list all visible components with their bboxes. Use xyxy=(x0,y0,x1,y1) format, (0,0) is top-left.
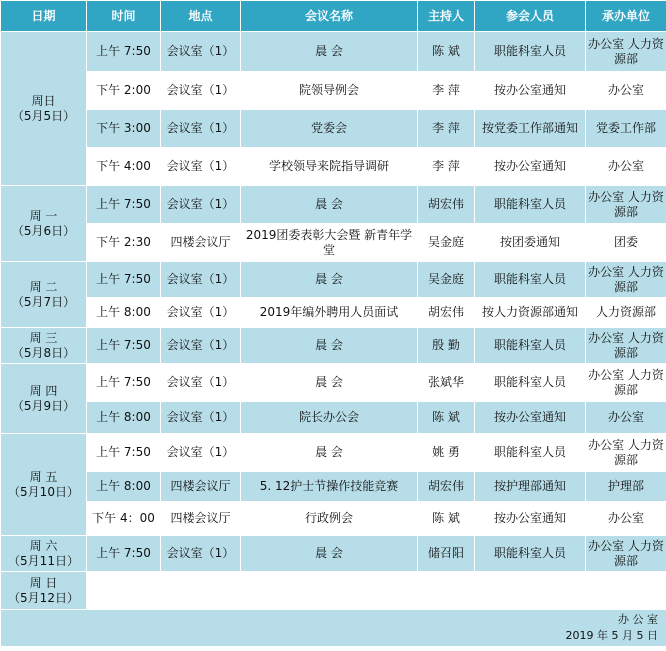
day-label: 周 六 xyxy=(29,538,58,553)
meeting-time: 上午 7:50 xyxy=(87,364,161,402)
meeting-place: 会议室（1） xyxy=(161,72,241,110)
meeting-host: 殷 勤 xyxy=(418,328,475,364)
meeting-place: 四楼会议厅 xyxy=(161,472,241,502)
meeting-place: 会议室（1） xyxy=(161,536,241,572)
day-label: 周 一 xyxy=(29,208,58,223)
day-label: 周 日 xyxy=(29,575,58,590)
meeting-time: 上午 7:50 xyxy=(87,328,161,364)
day-date: （5月10日） xyxy=(8,484,79,499)
meeting-attendees: 职能科室人员 xyxy=(475,364,586,402)
table-row xyxy=(1,186,666,224)
day-cell xyxy=(1,32,87,186)
meeting-organizer: 办公室 人力资源部 xyxy=(586,364,666,402)
meeting-attendees: 按办公室通知 xyxy=(475,502,586,536)
day-date: （5月9日） xyxy=(11,398,76,413)
meeting-name: 晨 会 xyxy=(241,434,418,472)
meeting-organizer xyxy=(586,572,666,610)
table-row xyxy=(1,72,666,110)
meeting-host: 胡宏伟 xyxy=(418,186,475,224)
meeting-place xyxy=(161,572,241,610)
table-row xyxy=(1,572,666,610)
meeting-attendees: 按护理部通知 xyxy=(475,472,586,502)
day-label: 周 五 xyxy=(29,469,58,484)
header-meeting-name: 会议名称 xyxy=(241,1,418,32)
meeting-place: 会议室（1） xyxy=(161,32,241,72)
meeting-attendees xyxy=(475,572,586,610)
header-organizer: 承办单位 xyxy=(586,1,666,32)
meeting-place: 会议室（1） xyxy=(161,364,241,402)
meeting-time: 上午 7:50 xyxy=(87,536,161,572)
meeting-attendees: 按办公室通知 xyxy=(475,148,586,186)
footer-office: 办 公 室 xyxy=(618,613,658,626)
header-host: 主持人 xyxy=(418,1,475,32)
table-row xyxy=(1,32,666,72)
table-row xyxy=(1,328,666,364)
meeting-organizer: 人力资源部 xyxy=(586,298,666,328)
table-row xyxy=(1,224,666,262)
meeting-time: 下午 4：00 xyxy=(87,502,161,536)
meeting-organizer: 护理部 xyxy=(586,472,666,502)
meeting-host: 陈 斌 xyxy=(418,502,475,536)
meeting-attendees: 职能科室人员 xyxy=(475,262,586,298)
meeting-organizer: 办公室 人力资源部 xyxy=(586,328,666,364)
meeting-host: 胡宏伟 xyxy=(418,298,475,328)
day-date: （5月6日） xyxy=(11,223,76,238)
meeting-name: 晨 会 xyxy=(241,364,418,402)
day-label: 周 三 xyxy=(29,330,58,345)
meeting-name: 2019团委表彰大会暨 新青年学堂 xyxy=(241,224,418,262)
day-cell xyxy=(1,262,87,328)
meeting-time: 上午 7:50 xyxy=(87,262,161,298)
meeting-host: 张斌华 xyxy=(418,364,475,402)
meeting-time xyxy=(87,572,161,610)
meeting-host: 姚 勇 xyxy=(418,434,475,472)
meeting-organizer: 办公室 xyxy=(586,72,666,110)
table-row xyxy=(1,262,666,298)
meeting-attendees: 职能科室人员 xyxy=(475,186,586,224)
meeting-attendees: 按团委通知 xyxy=(475,224,586,262)
meeting-place: 会议室（1） xyxy=(161,402,241,434)
meeting-attendees: 职能科室人员 xyxy=(475,328,586,364)
meeting-place: 会议室（1） xyxy=(161,110,241,148)
meeting-time: 上午 8:00 xyxy=(87,472,161,502)
meeting-time: 上午 8:00 xyxy=(87,402,161,434)
meeting-host: 吴金庭 xyxy=(418,224,475,262)
day-cell xyxy=(1,434,87,536)
meeting-time: 上午 7:50 xyxy=(87,434,161,472)
table-row xyxy=(1,434,666,472)
meeting-name: 晨 会 xyxy=(241,262,418,298)
meeting-organizer: 办公室 人力资源部 xyxy=(586,262,666,298)
meeting-name: 晨 会 xyxy=(241,186,418,224)
meeting-attendees: 职能科室人员 xyxy=(475,536,586,572)
table-row xyxy=(1,472,666,502)
meeting-organizer: 办公室 人力资源部 xyxy=(586,32,666,72)
meeting-host: 吴金庭 xyxy=(418,262,475,298)
footer-date: 2019 年 5 月 5 日 xyxy=(565,629,658,642)
meeting-time: 上午 7:50 xyxy=(87,186,161,224)
meeting-attendees: 按办公室通知 xyxy=(475,72,586,110)
header-place: 地点 xyxy=(161,1,241,32)
meeting-name xyxy=(241,572,418,610)
meeting-time: 下午 3:00 xyxy=(87,110,161,148)
table-row xyxy=(1,502,666,536)
meeting-name: 行政例会 xyxy=(241,502,418,536)
day-cell xyxy=(1,328,87,364)
day-date: （5月5日） xyxy=(11,108,76,123)
day-date: （5月12日） xyxy=(8,590,79,605)
header-date: 日期 xyxy=(1,1,87,32)
meeting-place: 会议室（1） xyxy=(161,262,241,298)
table-row xyxy=(1,536,666,572)
meeting-place: 会议室（1） xyxy=(161,328,241,364)
footer-row xyxy=(1,610,666,647)
day-date: （5月7日） xyxy=(11,294,76,309)
meeting-attendees: 按人力资源部通知 xyxy=(475,298,586,328)
meeting-organizer: 办公室 人力资源部 xyxy=(586,434,666,472)
meeting-place: 会议室（1） xyxy=(161,148,241,186)
meeting-time: 下午 2:00 xyxy=(87,72,161,110)
meeting-host: 胡宏伟 xyxy=(418,472,475,502)
meeting-name: 院领导例会 xyxy=(241,72,418,110)
header-attendees: 参会人员 xyxy=(475,1,586,32)
meeting-time: 上午 8:00 xyxy=(87,298,161,328)
meeting-place: 四楼会议厅 xyxy=(161,224,241,262)
meeting-organizer: 办公室 人力资源部 xyxy=(586,536,666,572)
day-cell xyxy=(1,364,87,434)
meeting-attendees: 职能科室人员 xyxy=(475,434,586,472)
meeting-organizer: 办公室 xyxy=(586,148,666,186)
meeting-place: 会议室（1） xyxy=(161,186,241,224)
meeting-name: 2019年编外聘用人员面试 xyxy=(241,298,418,328)
table-row xyxy=(1,110,666,148)
meeting-organizer: 团委 xyxy=(586,224,666,262)
meeting-host: 李 萍 xyxy=(418,110,475,148)
day-label: 周日 xyxy=(31,93,56,108)
meeting-host xyxy=(418,572,475,610)
meeting-organizer: 办公室 xyxy=(586,502,666,536)
meeting-time: 下午 4:00 xyxy=(87,148,161,186)
meeting-place: 会议室（1） xyxy=(161,298,241,328)
meeting-time: 上午 7:50 xyxy=(87,32,161,72)
meeting-place: 四楼会议厅 xyxy=(161,502,241,536)
day-cell xyxy=(1,186,87,262)
day-label: 周 二 xyxy=(29,279,58,294)
meeting-organizer: 办公室 xyxy=(586,402,666,434)
table-row xyxy=(1,148,666,186)
meeting-name: 晨 会 xyxy=(241,536,418,572)
meeting-name: 院长办公会 xyxy=(241,402,418,434)
meeting-name: 学校领导来院指导调研 xyxy=(241,148,418,186)
meeting-host: 陈 斌 xyxy=(418,402,475,434)
meeting-attendees: 按党委工作部通知 xyxy=(475,110,586,148)
day-date: （5月8日） xyxy=(11,345,76,360)
table-row xyxy=(1,364,666,402)
meeting-organizer: 办公室 人力资源部 xyxy=(586,186,666,224)
header-time: 时间 xyxy=(87,1,161,32)
footer-signature xyxy=(1,610,666,647)
meeting-name: 5. 12护士节操作技能竞赛 xyxy=(241,472,418,502)
meeting-host: 陈 斌 xyxy=(418,32,475,72)
meeting-host: 李 萍 xyxy=(418,72,475,110)
day-cell xyxy=(1,572,87,610)
meeting-attendees: 职能科室人员 xyxy=(475,32,586,72)
meeting-place: 会议室（1） xyxy=(161,434,241,472)
day-cell xyxy=(1,536,87,572)
meeting-attendees: 按办公室通知 xyxy=(475,402,586,434)
meeting-host: 储召阳 xyxy=(418,536,475,572)
meeting-name: 党委会 xyxy=(241,110,418,148)
table-row xyxy=(1,298,666,328)
meeting-name: 晨 会 xyxy=(241,32,418,72)
meeting-organizer: 党委工作部 xyxy=(586,110,666,148)
meeting-host: 李 萍 xyxy=(418,148,475,186)
meeting-name: 晨 会 xyxy=(241,328,418,364)
header-row xyxy=(1,1,666,32)
day-date: （5月11日） xyxy=(8,553,79,568)
table-row xyxy=(1,402,666,434)
meeting-time: 下午 2:30 xyxy=(87,224,161,262)
day-label: 周 四 xyxy=(29,383,58,398)
